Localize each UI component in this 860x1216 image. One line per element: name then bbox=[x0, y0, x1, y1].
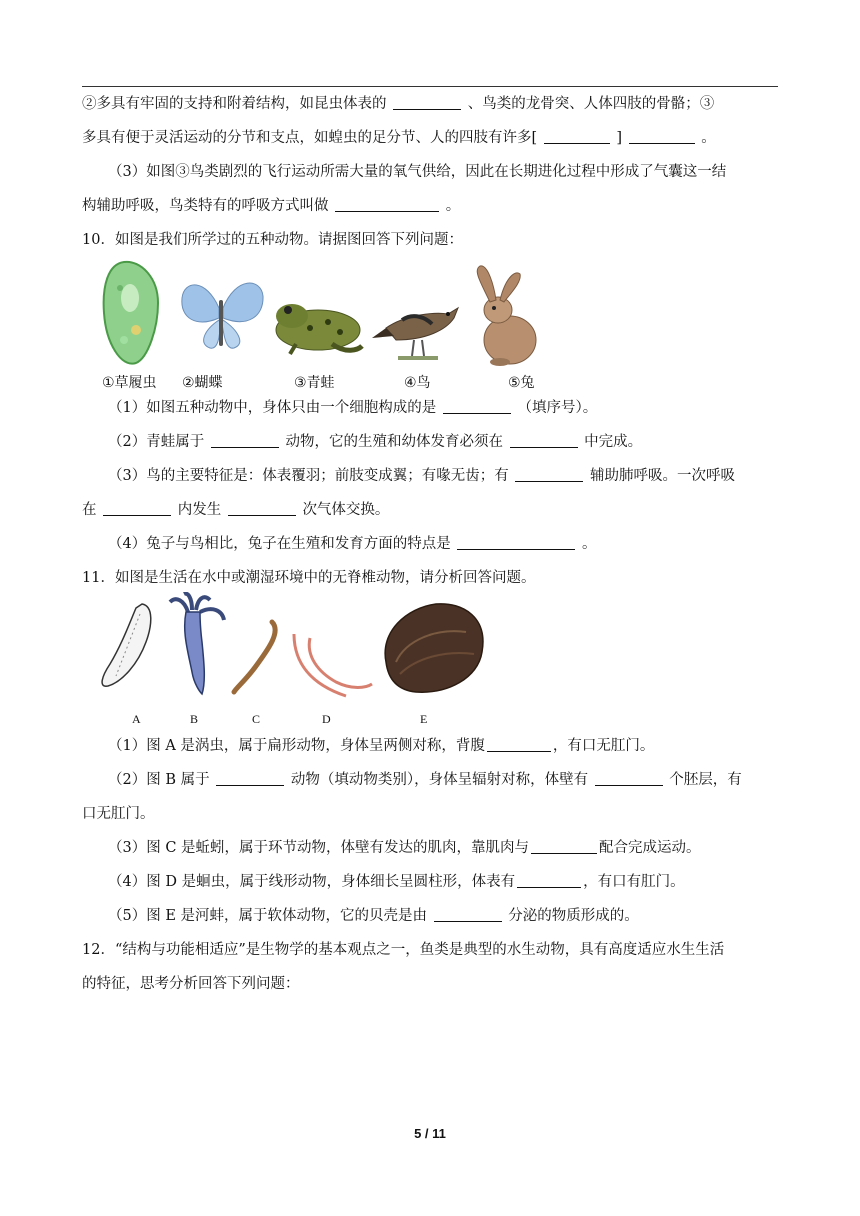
q10-stem: 10．如图是我们所学过的五种动物。请据图回答下列问题： bbox=[82, 232, 463, 248]
invertebrates-illustration bbox=[96, 592, 496, 710]
q11-sub-1 bbox=[108, 736, 808, 756]
text: （填序号）。 bbox=[517, 400, 598, 416]
label-d: D bbox=[322, 712, 331, 726]
text: 。 bbox=[445, 198, 461, 214]
answer-blank[interactable] bbox=[595, 771, 663, 786]
q10-sub-3-cont bbox=[82, 500, 782, 520]
text: ，有口无肛门。 bbox=[552, 738, 655, 754]
text: ，有口有肛门。 bbox=[583, 874, 685, 890]
text: 次气体交换。 bbox=[302, 502, 390, 518]
answer-blank[interactable] bbox=[517, 873, 581, 888]
text: 分泌的物质形成的。 bbox=[508, 908, 639, 924]
text: （4）兔子与鸟相比，兔子在生殖和发育方面的特点是 bbox=[108, 536, 451, 552]
text: （1）如图五种动物中，身体只由一个细胞构成的是 bbox=[108, 400, 437, 416]
answer-blank[interactable] bbox=[393, 95, 461, 110]
q9-line-2 bbox=[82, 128, 782, 148]
label-a: A bbox=[132, 712, 141, 726]
q11-sub-3 bbox=[108, 838, 808, 858]
text: 动物，它的生殖和幼体发育必须在 bbox=[285, 434, 503, 450]
text: （1）图 A 是涡虫，属于扁形动物，身体呈两侧对称，背腹 bbox=[108, 738, 485, 754]
frog-image bbox=[276, 304, 362, 354]
q10-sub-1 bbox=[108, 398, 808, 418]
q9-sub-3 bbox=[108, 162, 808, 182]
q12-line-2: 的特征，思考分析回答下列问题： bbox=[82, 976, 300, 992]
label-c: C bbox=[252, 712, 261, 726]
text: ②多具有牢固的支持和附着结构，如昆虫体表的 bbox=[82, 96, 387, 112]
label-b: B bbox=[190, 712, 199, 726]
answer-blank[interactable] bbox=[510, 433, 578, 448]
q10-sub-3 bbox=[108, 466, 808, 486]
caption-frog: ③青蛙 bbox=[294, 375, 335, 391]
caption-butterfly: ②蝴蝶 bbox=[182, 375, 223, 391]
q11-sub-4 bbox=[108, 872, 808, 892]
text: 中完成。 bbox=[584, 434, 643, 450]
butterfly-image bbox=[182, 283, 263, 348]
q11-stem: 11．如图是生活在水中或潮湿环境中的无脊椎动物，请分析回答问题。 bbox=[82, 570, 536, 586]
page-number: 5 / 11 bbox=[414, 1126, 446, 1141]
text: 在 bbox=[82, 502, 97, 518]
label-e: E bbox=[420, 712, 428, 726]
text: 内发生 bbox=[177, 502, 222, 518]
answer-blank[interactable] bbox=[544, 129, 610, 144]
text: 。 bbox=[701, 130, 716, 146]
text: （5）图 E 是河蚌，属于软体动物，它的贝壳是由 bbox=[108, 908, 428, 924]
text: （3）如图③鸟类剧烈的飞行运动所需大量的氧气供给，因此在长期进化过程中形成了气囊这一结 bbox=[108, 164, 727, 180]
text: （4）图 D 是蛔虫，属于线形动物，身体细长呈圆柱形，体表有 bbox=[108, 874, 516, 890]
hydra-image bbox=[170, 594, 224, 694]
text: 辅助肺呼吸。一次呼吸 bbox=[589, 468, 735, 484]
bird-image bbox=[372, 308, 458, 360]
text: （2）图 B 属于 bbox=[108, 772, 210, 788]
answer-blank[interactable] bbox=[211, 433, 279, 448]
text: ] bbox=[616, 130, 623, 146]
text: 多具有便于灵活运动的分节和支点，如蝗虫的足分节、人的四肢有许多[ bbox=[82, 130, 538, 146]
q9-sub-3-cont bbox=[82, 196, 782, 216]
earthworm-image bbox=[234, 622, 275, 692]
text: 构辅助呼吸，鸟类特有的呼吸方式叫做 bbox=[82, 198, 329, 214]
q12-line-1: 12．“结构与功能相适应”是生物学的基本观点之一，鱼类是典型的水生动物，具有高度适应水生生活 bbox=[82, 942, 725, 958]
text: 动物（填动物类别），身体呈辐射对称，体壁有 bbox=[290, 772, 589, 788]
text: 。 bbox=[581, 536, 597, 552]
q9-line-1 bbox=[82, 94, 782, 114]
text: 个胚层，有 bbox=[669, 772, 742, 788]
q10-sub-2 bbox=[108, 432, 808, 452]
q11-sub-2-cont: 口无肛门。 bbox=[82, 806, 155, 822]
answer-blank[interactable] bbox=[228, 501, 296, 516]
answer-blank[interactable] bbox=[487, 737, 551, 752]
text: （3）图 C 是蚯蚓，属于环节动物，体壁有发达的肌肉，靠肌肉与 bbox=[108, 840, 530, 856]
roundworm-image bbox=[294, 634, 372, 696]
header-rule bbox=[82, 86, 778, 87]
answer-blank[interactable] bbox=[629, 129, 695, 144]
answer-blank[interactable] bbox=[434, 907, 502, 922]
text: （3）鸟的主要特征是：体表覆羽；前肢变成翼；有喙无齿；有 bbox=[108, 468, 509, 484]
paramecium-image bbox=[104, 262, 158, 364]
invertebrates-figure bbox=[96, 592, 496, 730]
q11-sub-2 bbox=[108, 770, 808, 790]
answer-blank[interactable] bbox=[443, 399, 511, 414]
answer-blank[interactable] bbox=[531, 839, 597, 854]
mussel-image bbox=[385, 604, 483, 692]
text: 、鸟类的龙骨突、人体四肢的骨骼；③ bbox=[467, 96, 715, 112]
q10-sub-4 bbox=[108, 534, 808, 554]
answer-blank[interactable] bbox=[457, 535, 575, 550]
text: （2）青蛙属于 bbox=[108, 434, 205, 450]
answer-blank[interactable] bbox=[515, 467, 583, 482]
caption-bird: ④鸟 bbox=[404, 375, 431, 391]
answer-blank[interactable] bbox=[335, 197, 439, 212]
text: 配合完成运动。 bbox=[599, 840, 701, 856]
planarian-image bbox=[102, 604, 151, 686]
answer-blank[interactable] bbox=[216, 771, 284, 786]
q11-sub-5 bbox=[108, 906, 808, 926]
five-animals-figure bbox=[96, 258, 556, 392]
caption-rabbit: ⑤兔 bbox=[508, 375, 535, 391]
rabbit-image bbox=[477, 266, 536, 366]
answer-blank[interactable] bbox=[103, 501, 171, 516]
caption-paramecium: ①草履虫 bbox=[102, 375, 157, 391]
